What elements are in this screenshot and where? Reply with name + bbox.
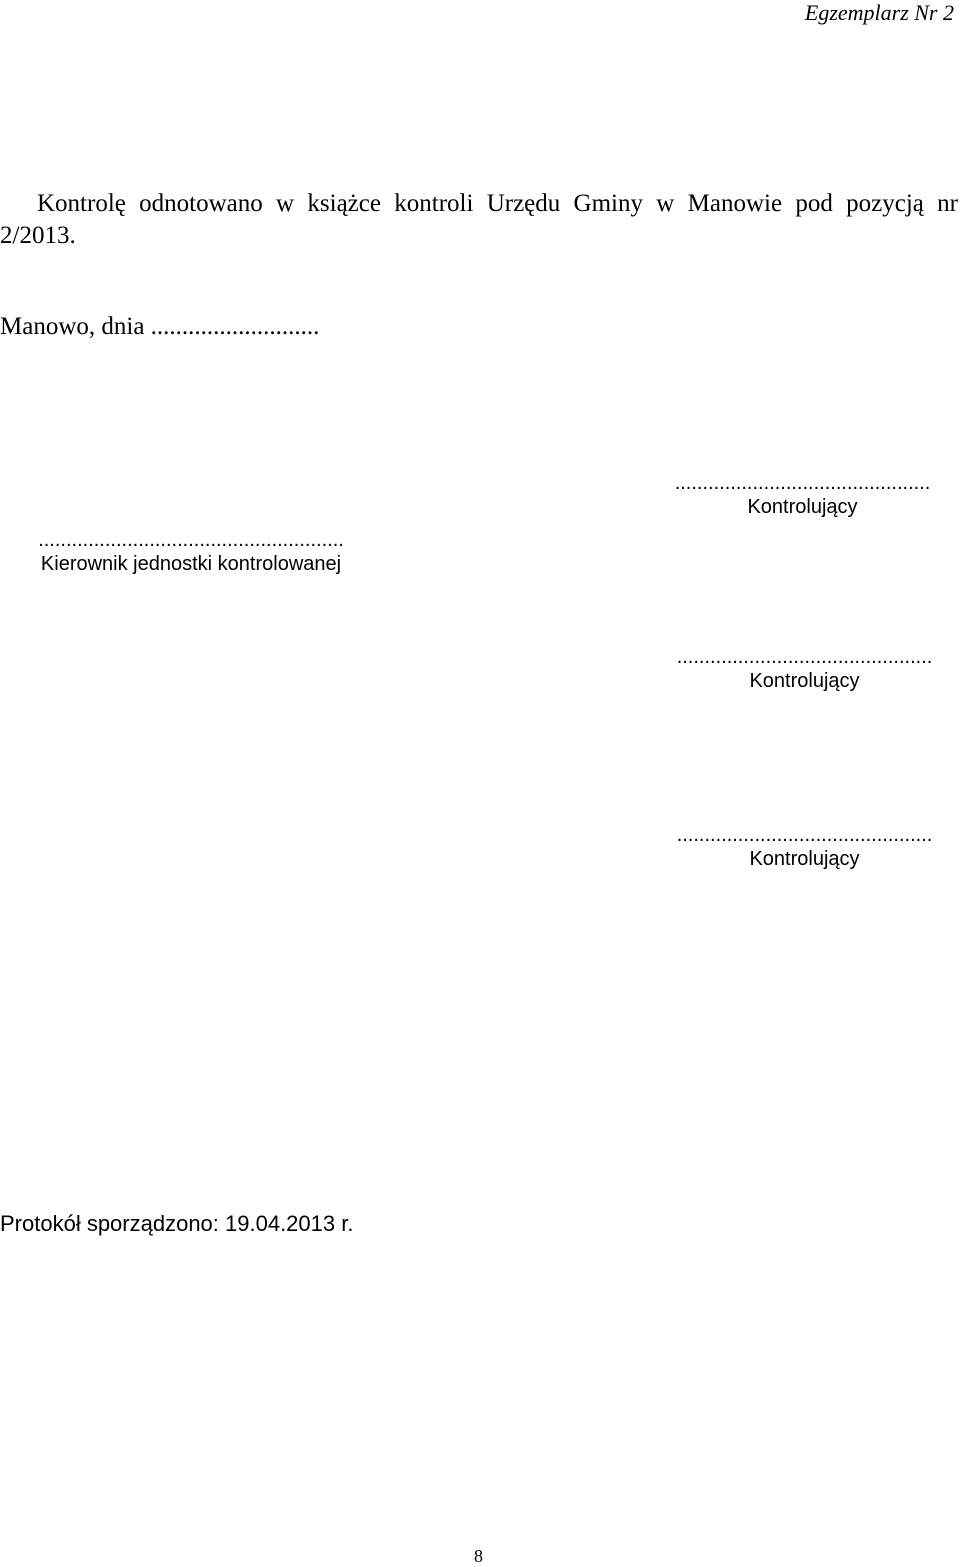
signature-caption: Kontrolujący <box>749 848 860 870</box>
registry-note-paragraph: Kontrolę odnotowano w książce kontroli Urzędu Gminy w Manowie pod pozycją nr 2/2013. <box>0 190 958 249</box>
signature-line: ....................................................... <box>38 529 344 551</box>
head-of-unit-signature <box>0 528 382 576</box>
inspector-signature-2 <box>649 645 960 693</box>
place-and-date-line: Manowo, dnia ........................... <box>0 313 320 340</box>
copy-number-label: Egzemplarz Nr 2 <box>804 0 954 25</box>
signature-line: .............................................. <box>674 472 931 494</box>
inspector-signature-1 <box>645 471 960 519</box>
page-number: 8 <box>474 1546 483 1566</box>
signature-caption: Kontrolujący <box>749 670 860 692</box>
signature-line: .............................................. <box>676 646 933 668</box>
inspector-signature-3 <box>649 823 960 871</box>
signature-caption: Kierownik jednostki kontrolowanej <box>40 553 342 575</box>
signature-caption: Kontrolujący <box>747 496 858 518</box>
signature-line: .............................................. <box>676 824 933 846</box>
protocol-date: Protokół sporządzono: 19.04.2013 r. <box>0 1211 354 1236</box>
